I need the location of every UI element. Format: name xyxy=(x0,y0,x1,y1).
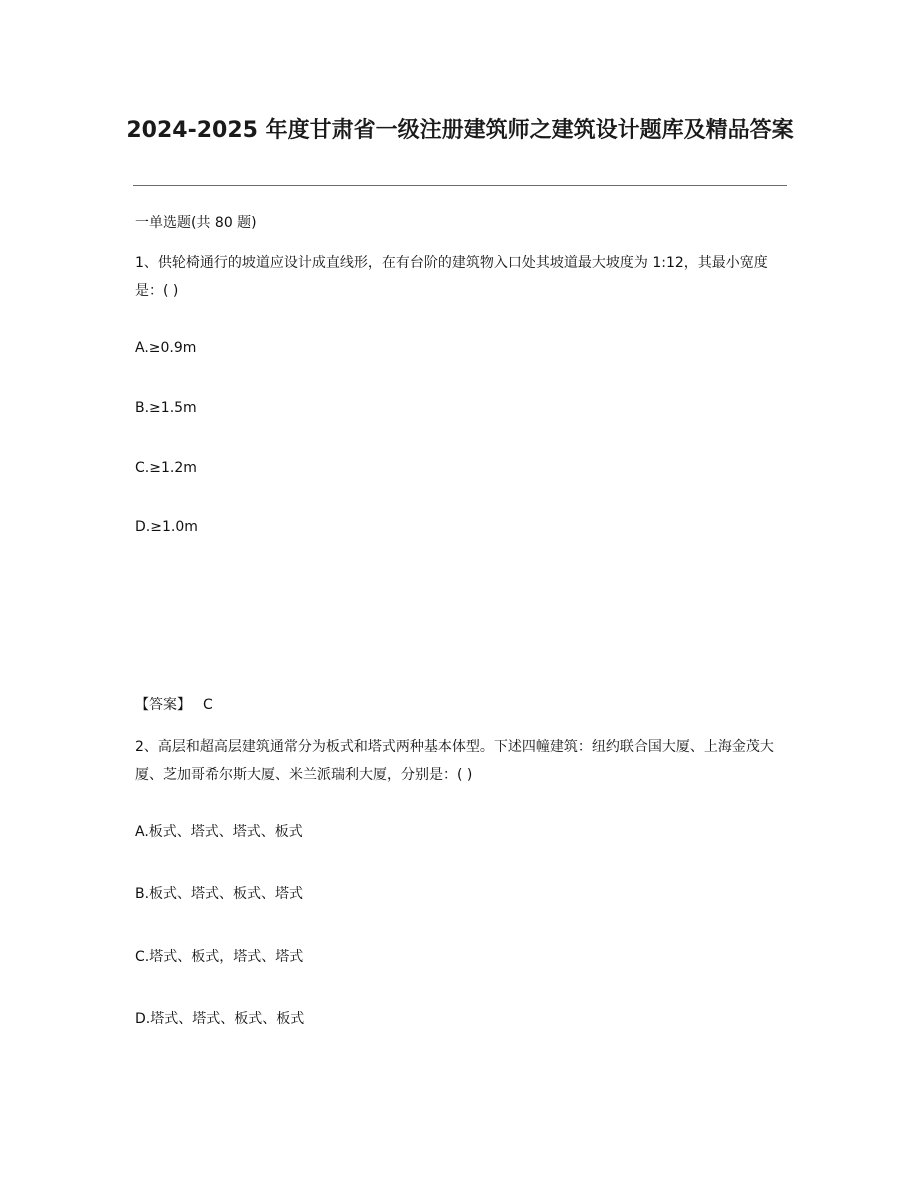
document-title: 2024-2025 年度甘肃省一级注册建筑师之建筑设计题库及精品答案 xyxy=(126,118,794,143)
question-1-option-b: B.≥1.5m xyxy=(135,400,197,416)
section-heading: 一单选题(共 80 题) xyxy=(135,215,257,231)
question-1-option-d: D.≥1.0m xyxy=(135,519,198,535)
question-1-answer xyxy=(135,694,213,716)
question-1-option-a: A.≥0.9m xyxy=(135,340,197,356)
question-2-option-c: C.塔式、板式，塔式、塔式 xyxy=(135,949,304,965)
title-divider xyxy=(133,185,787,186)
answer-label: 【答案】 xyxy=(135,697,191,713)
answer-value: C xyxy=(203,697,213,713)
question-1-option-c: C.≥1.2m xyxy=(135,460,197,476)
question-2-text: 2、高层和超高层建筑通常分为板式和塔式两种基本体型。下述四幢建筑：纽约联合国大厦、上海金茂大厦、芝加哥希尔斯大厦、米兰派瑞利大厦，分别是：( ) xyxy=(135,739,774,783)
question-2-option-d: D.塔式、塔式、板式、板式 xyxy=(135,1011,305,1027)
question-2-option-b: B.板式、塔式、板式、塔式 xyxy=(135,886,304,902)
question-2-option-a: A.板式、塔式、塔式、板式 xyxy=(135,824,303,840)
question-1-text: 1、供轮椅通行的坡道应设计成直线形，在有台阶的建筑物入口处其坡道最大坡度为 1:12，其最小宽度是：( ) xyxy=(135,255,768,299)
